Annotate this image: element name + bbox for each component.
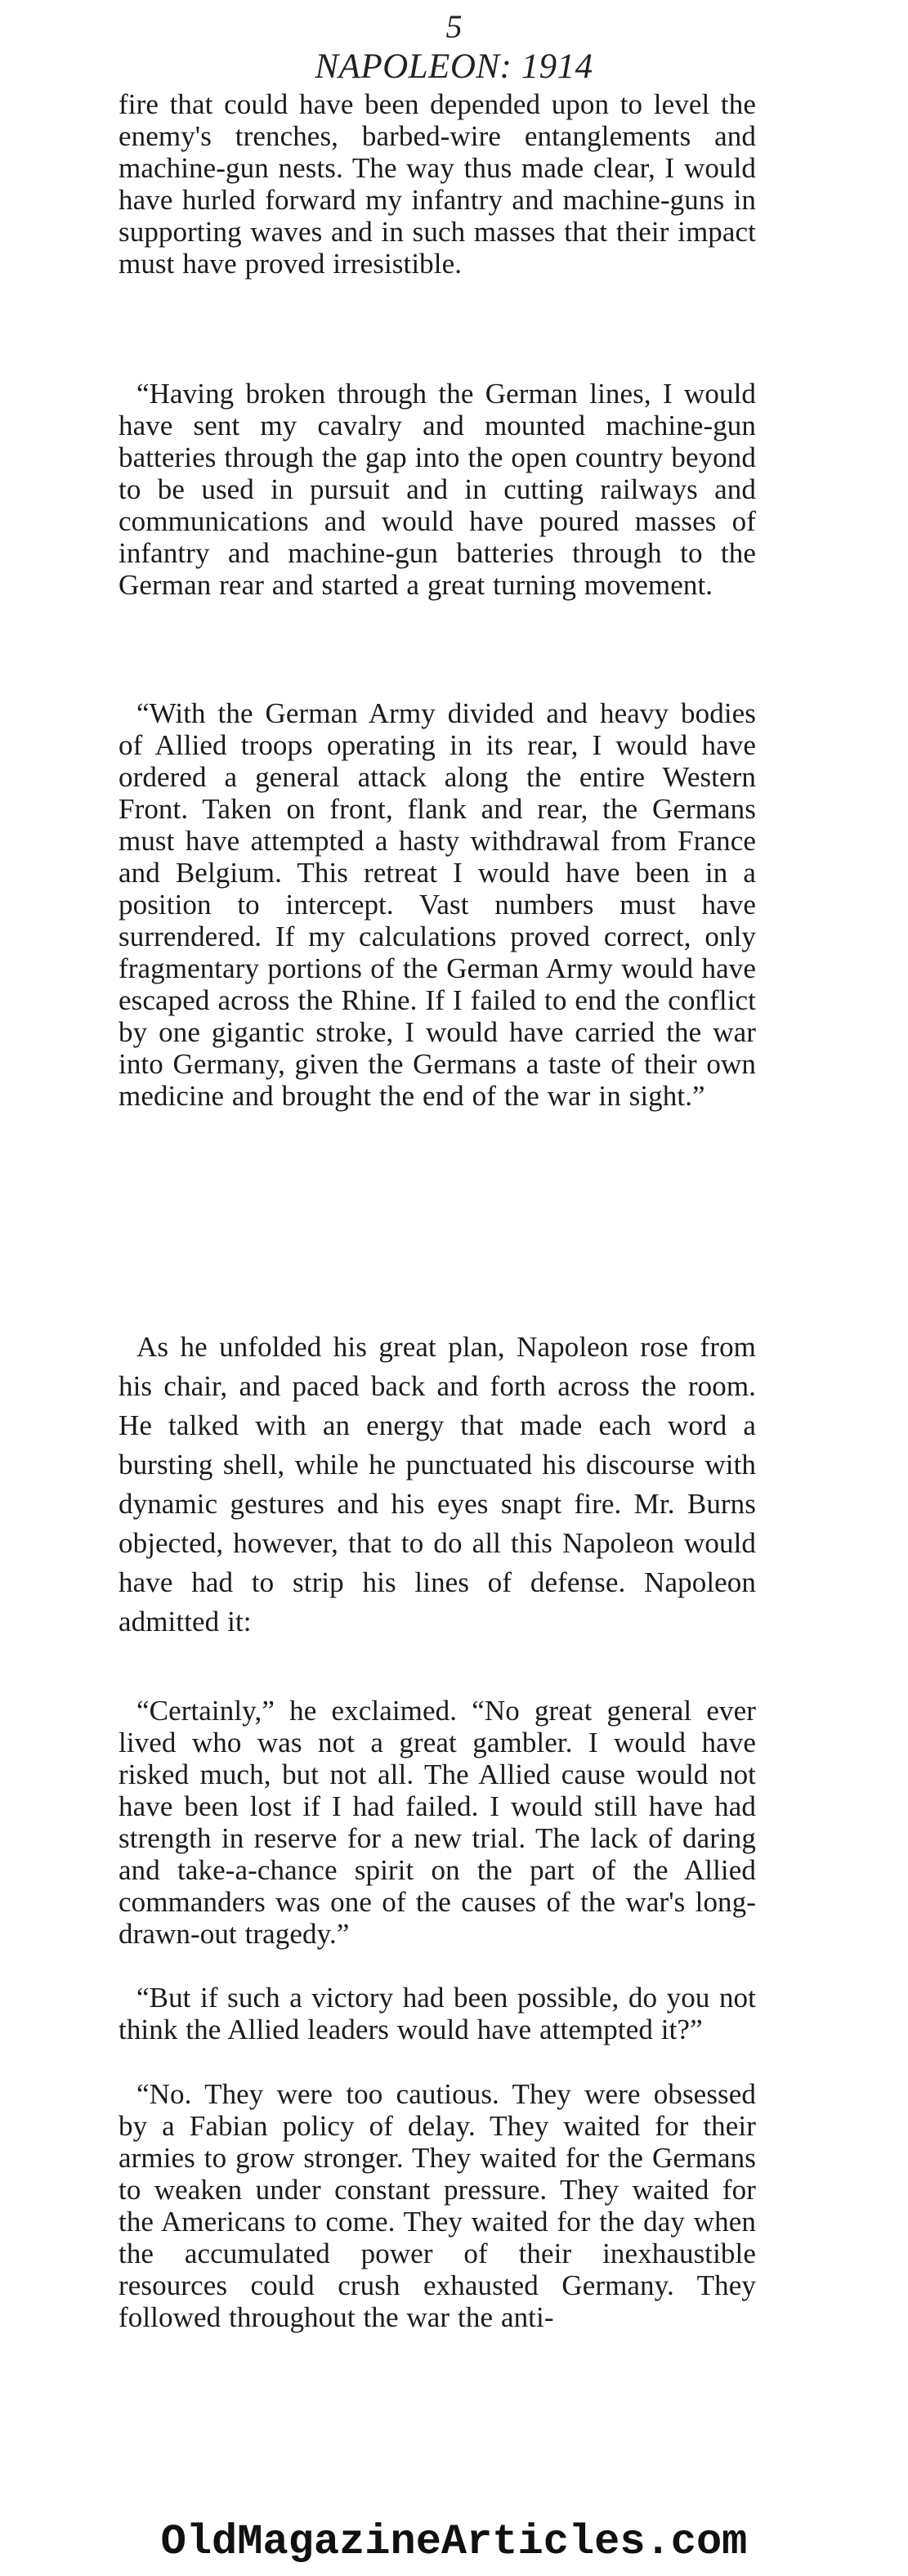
paragraph-question-victory: “But if such a victory had been possible, do you not think the Allied leaders would have attempted it?” bbox=[119, 1982, 756, 2045]
paragraph-breakthrough: “Having broken through the German lines, I would have sent my cavalry and mounted machine-gun batteries through the gap into the open country beyond to be used in pursuit and in cutting railways and communications and would have poured masses of infantry and machine-gun batteries through to the German rear and started a great turning movement. bbox=[119, 378, 756, 601]
paragraph-too-cautious: “No. They were too cautious. They were obsessed by a Fabian policy of delay. They waited for their armies to grow stronger. They waited for the Germans to weaken under constant pressure. They waited for the Americans to come. They waited for the day when the accumulated power of their inexhaustible resources could crush exhausted Germany. They followed throughout the war the anti- bbox=[119, 2078, 756, 2333]
paragraph-napoleon-plan: As he unfolded his great plan, Napoleon rose from his chair, and paced back and forth across the room. He talked with an energy that made each word a bursting shell, while he punctuated his discourse with dynamic gestures and his eyes snapt fire. Mr. Burns objected, however, that to do all this Napoleon would have had to strip his lines of defense. Napoleon admitted it: bbox=[119, 1331, 756, 1637]
paragraph-continuation: fire that could have been depended upon to level the enemy's trenches, barbed-wire entanglements and machine-gun nests. The way thus made clear, I would have hurled forward my infantry and machine-guns in supporting waves and in such masses that their impact must have proved irresistible. bbox=[119, 88, 756, 280]
paragraph-general-attack: “With the German Army divided and heavy bodies of Allied troops operating in its rear, I would have ordered a general attack along the entire Western Front. Taken on front, flank and rear, the Germans must have attempted a hasty withdrawal from France and Belgium. This retreat I would have been in a position to intercept. Vast numbers must have surrendered. If my calculations proved correct, only fragmentary portions of the German Army would have escaped across the Rhine. If I failed to end the conflict by one gigantic stroke, I would have carried the war into Germany, given the Germans a taste of their own medicine and brought the end of the war in sight.” bbox=[119, 697, 756, 1112]
page-number: 5 bbox=[445, 8, 463, 45]
footer-site-name: OldMagazineArticles.com bbox=[160, 2518, 748, 2566]
paragraph-certainly-reply: “Certainly,” he exclaimed. “No great general ever lived who was not a great gambler. I would have risked much, but not all. The Allied cause would not have been lost if I had failed. I would still have had strength in reserve for a new trial. The lack of daring and take-a-chance spirit on the part of the Allied commanders was one of the causes of the war's long-drawn-out tragedy.” bbox=[119, 1695, 756, 1950]
page-title: NAPOLEON: 1914 bbox=[315, 47, 593, 86]
